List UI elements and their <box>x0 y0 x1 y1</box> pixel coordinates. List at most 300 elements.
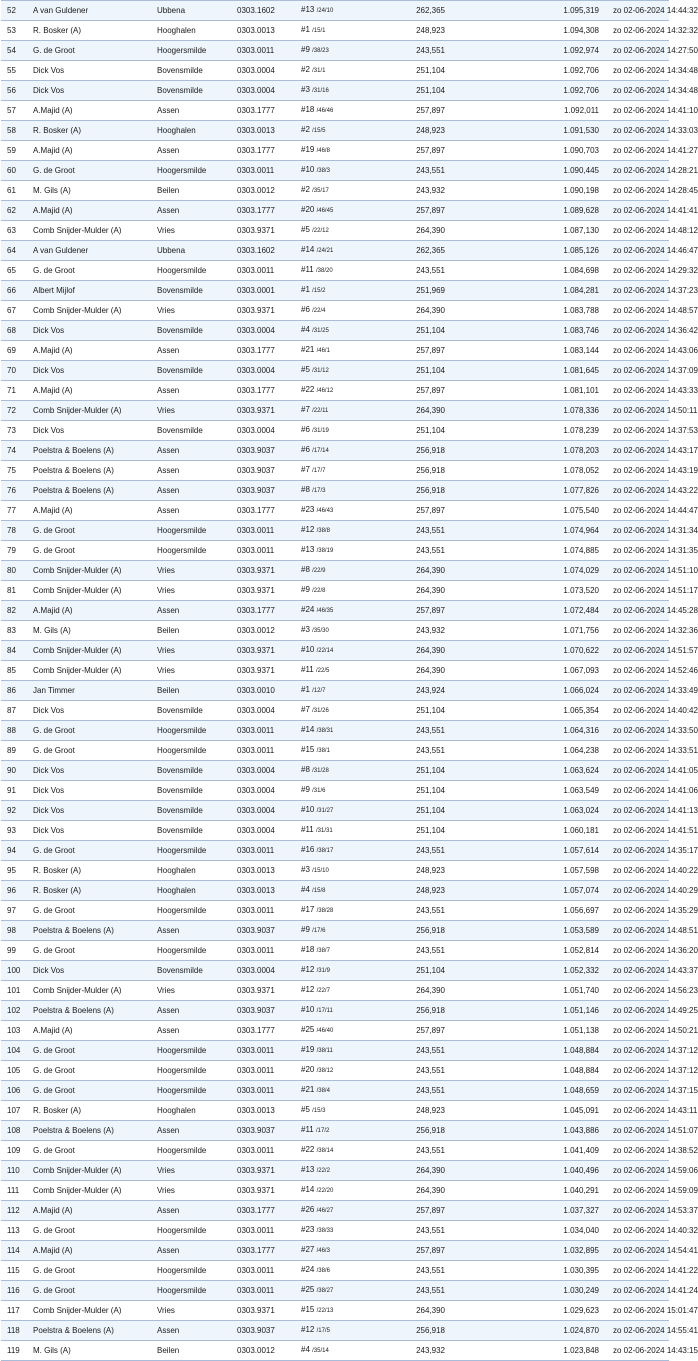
results-body <box>1 1 698 1361</box>
ring-sub: /38/19 <box>316 548 334 554</box>
speed-cell: 1.084,698 <box>445 261 599 281</box>
fancier-name-cell: A.Majid (A) <box>31 101 155 121</box>
arrival-time-cell: zo 02-06-2024 14:40:42 <box>599 701 669 721</box>
distance-cell: 251,104 <box>377 361 445 381</box>
rank-cell: 60 <box>1 161 31 181</box>
table-row <box>1 1181 669 1201</box>
ring-sub: /31/12 <box>312 368 329 374</box>
member-number-cell: 0303.9371 <box>235 401 299 421</box>
ring-cell <box>299 21 377 41</box>
member-number-cell: 0303.0011 <box>235 161 299 181</box>
ring-sub: /35/17 <box>312 188 329 194</box>
speed-cell: 1.087,130 <box>445 221 599 241</box>
place-cell: Vries <box>155 1161 235 1181</box>
fancier-name-cell: Poelstra & Boelens (A) <box>31 1121 155 1141</box>
speed-cell: 1.081,101 <box>445 381 599 401</box>
rank-cell: 116 <box>1 1281 31 1301</box>
speed-cell: 1.041,409 <box>445 1141 599 1161</box>
fancier-name-cell: M. Gils (A) <box>31 621 155 641</box>
ring-sub: /15/10 <box>312 868 329 874</box>
speed-cell: 1.057,074 <box>445 881 599 901</box>
speed-cell: 1.052,332 <box>445 961 599 981</box>
speed-cell: 1.023,848 <box>445 1341 599 1361</box>
fancier-name-cell: R. Bosker (A) <box>31 881 155 901</box>
place-cell: Assen <box>155 921 235 941</box>
arrival-time-cell: zo 02-06-2024 14:41:27 <box>599 141 669 161</box>
table-row <box>1 721 669 741</box>
speed-cell: 1.048,659 <box>445 1081 599 1101</box>
distance-cell: 264,390 <box>377 1161 445 1181</box>
table-row <box>1 61 669 81</box>
rank-cell: 113 <box>1 1221 31 1241</box>
ring-main: #15 <box>301 745 315 754</box>
ring-sub: /17/14 <box>312 448 329 454</box>
speed-cell: 1.051,138 <box>445 1021 599 1041</box>
place-cell: Bovensmilde <box>155 361 235 381</box>
ring-cell <box>299 1201 377 1221</box>
fancier-name-cell: G. de Groot <box>31 1261 155 1281</box>
member-number-cell: 0303.9371 <box>235 1161 299 1181</box>
arrival-time-cell: zo 02-06-2024 14:51:10 <box>599 561 669 581</box>
rank-cell: 55 <box>1 61 31 81</box>
table-row <box>1 761 669 781</box>
speed-cell: 1.070,622 <box>445 641 599 661</box>
member-number-cell: 0303.1777 <box>235 381 299 401</box>
rank-cell: 98 <box>1 921 31 941</box>
fancier-name-cell: G. de Groot <box>31 1281 155 1301</box>
member-number-cell: 0303.9371 <box>235 1181 299 1201</box>
ring-main: #5 <box>301 365 310 374</box>
member-number-cell: 0303.1777 <box>235 1241 299 1261</box>
ring-sub: /46/12 <box>316 388 334 394</box>
rank-cell: 70 <box>1 361 31 381</box>
rank-cell: 102 <box>1 1001 31 1021</box>
arrival-time-cell: zo 02-06-2024 14:35:17 <box>599 841 669 861</box>
arrival-time-cell: zo 02-06-2024 14:44:47 <box>599 501 669 521</box>
arrival-time-cell: zo 02-06-2024 14:50:21 <box>599 1021 669 1041</box>
ring-sub: /15/8 <box>312 888 326 894</box>
place-cell: Vries <box>155 1301 235 1321</box>
member-number-cell: 0303.0013 <box>235 21 299 41</box>
arrival-time-cell: zo 02-06-2024 14:45:28 <box>599 601 669 621</box>
speed-cell: 1.073,520 <box>445 581 599 601</box>
ring-sub: /31/31 <box>316 828 333 834</box>
rank-cell: 110 <box>1 1161 31 1181</box>
table-row <box>1 941 669 961</box>
arrival-time-cell: zo 02-06-2024 14:37:12 <box>599 1061 669 1081</box>
ring-cell <box>299 81 377 101</box>
ring-cell <box>299 1241 377 1261</box>
distance-cell: 251,104 <box>377 961 445 981</box>
rank-cell: 68 <box>1 321 31 341</box>
table-row <box>1 601 669 621</box>
distance-cell: 243,551 <box>377 1261 445 1281</box>
table-row <box>1 141 669 161</box>
member-number-cell: 0303.9371 <box>235 221 299 241</box>
rank-cell: 100 <box>1 961 31 981</box>
ring-sub: /22/7 <box>316 988 330 994</box>
distance-cell: 243,551 <box>377 521 445 541</box>
place-cell: Vries <box>155 221 235 241</box>
arrival-time-cell: zo 02-06-2024 14:48:57 <box>599 301 669 321</box>
ring-main: #21 <box>301 345 315 354</box>
rank-cell: 66 <box>1 281 31 301</box>
arrival-time-cell: zo 02-06-2024 14:43:37 <box>599 961 669 981</box>
ring-main: #2 <box>301 65 310 74</box>
place-cell: Assen <box>155 601 235 621</box>
table-row <box>1 481 669 501</box>
ring-cell <box>299 1261 377 1281</box>
place-cell: Hoogersmilde <box>155 1221 235 1241</box>
fancier-name-cell: G. de Groot <box>31 1081 155 1101</box>
member-number-cell: 0303.0012 <box>235 181 299 201</box>
ring-cell <box>299 901 377 921</box>
ring-main: #12 <box>301 1325 315 1334</box>
table-row <box>1 461 669 481</box>
fancier-name-cell: G. de Groot <box>31 941 155 961</box>
speed-cell: 1.056,697 <box>445 901 599 921</box>
arrival-time-cell: zo 02-06-2024 14:43:19 <box>599 461 669 481</box>
ring-main: #17 <box>301 905 315 914</box>
speed-cell: 1.091,530 <box>445 121 599 141</box>
distance-cell: 257,897 <box>377 341 445 361</box>
place-cell: Bovensmilde <box>155 421 235 441</box>
ring-main: #7 <box>301 465 310 474</box>
arrival-time-cell: zo 02-06-2024 14:43:17 <box>599 441 669 461</box>
distance-cell: 251,104 <box>377 61 445 81</box>
rank-cell: 111 <box>1 1181 31 1201</box>
fancier-name-cell: Comb Snijder-Mulder (A) <box>31 581 155 601</box>
member-number-cell: 0303.9037 <box>235 481 299 501</box>
fancier-name-cell: G. de Groot <box>31 741 155 761</box>
ring-cell <box>299 921 377 941</box>
rank-cell: 71 <box>1 381 31 401</box>
ring-sub: /38/12 <box>316 1068 334 1074</box>
ring-main: #18 <box>301 945 315 954</box>
table-row <box>1 1241 669 1261</box>
member-number-cell: 0303.0011 <box>235 1221 299 1241</box>
ring-cell <box>299 1341 377 1361</box>
distance-cell: 257,897 <box>377 141 445 161</box>
table-row <box>1 681 669 701</box>
fancier-name-cell: G. de Groot <box>31 261 155 281</box>
ring-main: #10 <box>301 165 315 174</box>
place-cell: Hoogersmilde <box>155 1081 235 1101</box>
fancier-name-cell: A.Majid (A) <box>31 141 155 161</box>
speed-cell: 1.045,091 <box>445 1101 599 1121</box>
rank-cell: 77 <box>1 501 31 521</box>
distance-cell: 264,390 <box>377 561 445 581</box>
table-row <box>1 1221 669 1241</box>
table-row <box>1 101 669 121</box>
member-number-cell: 0303.0004 <box>235 81 299 101</box>
distance-cell: 243,551 <box>377 901 445 921</box>
ring-sub: /17/2 <box>316 1128 330 1134</box>
ring-sub: /22/2 <box>316 1168 330 1174</box>
member-number-cell: 0303.9037 <box>235 441 299 461</box>
ring-main: #16 <box>301 845 315 854</box>
ring-sub: /38/1 <box>316 748 330 754</box>
ring-main: #26 <box>301 1205 315 1214</box>
rank-cell: 99 <box>1 941 31 961</box>
table-row <box>1 1261 669 1281</box>
distance-cell: 257,897 <box>377 101 445 121</box>
rank-cell: 53 <box>1 21 31 41</box>
ring-main: #10 <box>301 1005 315 1014</box>
arrival-time-cell: zo 02-06-2024 14:43:33 <box>599 381 669 401</box>
ring-sub: /12/7 <box>312 688 326 694</box>
ring-sub: /46/46 <box>316 108 334 114</box>
table-row <box>1 1301 669 1321</box>
ring-sub: /31/16 <box>312 88 329 94</box>
arrival-time-cell: zo 02-06-2024 14:33:50 <box>599 721 669 741</box>
place-cell: Beilen <box>155 681 235 701</box>
ring-main: #19 <box>301 145 315 154</box>
arrival-time-cell: zo 02-06-2024 14:28:45 <box>599 181 669 201</box>
distance-cell: 243,551 <box>377 1141 445 1161</box>
member-number-cell: 0303.0013 <box>235 861 299 881</box>
rank-cell: 83 <box>1 621 31 641</box>
distance-cell: 243,551 <box>377 1061 445 1081</box>
distance-cell: 264,390 <box>377 581 445 601</box>
arrival-time-cell: zo 02-06-2024 14:27:50 <box>599 41 669 61</box>
ring-main: #22 <box>301 1145 315 1154</box>
rank-cell: 69 <box>1 341 31 361</box>
fancier-name-cell: Poelstra & Boelens (A) <box>31 921 155 941</box>
table-row <box>1 501 669 521</box>
fancier-name-cell: Comb Snijder-Mulder (A) <box>31 641 155 661</box>
arrival-time-cell: zo 02-06-2024 14:37:15 <box>599 1081 669 1101</box>
speed-cell: 1.053,589 <box>445 921 599 941</box>
member-number-cell: 0303.9371 <box>235 1301 299 1321</box>
member-number-cell: 0303.9037 <box>235 1121 299 1141</box>
arrival-time-cell: zo 02-06-2024 14:35:29 <box>599 901 669 921</box>
speed-cell: 1.030,395 <box>445 1261 599 1281</box>
fancier-name-cell: A.Majid (A) <box>31 1241 155 1261</box>
ring-main: #4 <box>301 885 310 894</box>
member-number-cell: 0303.9037 <box>235 1321 299 1341</box>
member-number-cell: 0303.0011 <box>235 721 299 741</box>
rank-cell: 58 <box>1 121 31 141</box>
rank-cell: 52 <box>1 1 31 21</box>
ring-sub: /31/26 <box>312 708 329 714</box>
member-number-cell: 0303.9371 <box>235 641 299 661</box>
distance-cell: 243,551 <box>377 721 445 741</box>
ring-cell <box>299 1 377 21</box>
arrival-time-cell: zo 02-06-2024 14:59:06 <box>599 1161 669 1181</box>
place-cell: Assen <box>155 1201 235 1221</box>
ring-main: #20 <box>301 1065 315 1074</box>
fancier-name-cell: G. de Groot <box>31 721 155 741</box>
table-row <box>1 1321 669 1341</box>
table-row <box>1 841 669 861</box>
ring-main: #19 <box>301 1045 315 1054</box>
place-cell: Bovensmilde <box>155 61 235 81</box>
member-number-cell: 0303.0004 <box>235 821 299 841</box>
table-row <box>1 541 669 561</box>
distance-cell: 262,365 <box>377 1 445 21</box>
fancier-name-cell: Poelstra & Boelens (A) <box>31 441 155 461</box>
rank-cell: 56 <box>1 81 31 101</box>
ring-sub: /46/43 <box>316 508 334 514</box>
arrival-time-cell: zo 02-06-2024 14:43:15 <box>599 1341 669 1361</box>
distance-cell: 251,104 <box>377 421 445 441</box>
ring-sub: /31/25 <box>312 328 329 334</box>
rank-cell: 95 <box>1 861 31 881</box>
ring-sub: /31/9 <box>316 968 330 974</box>
rank-cell: 117 <box>1 1301 31 1321</box>
place-cell: Vries <box>155 561 235 581</box>
ring-cell <box>299 1301 377 1321</box>
ring-sub: /22/4 <box>312 308 326 314</box>
ring-cell <box>299 881 377 901</box>
ring-sub: /31/19 <box>312 428 329 434</box>
ring-cell <box>299 441 377 461</box>
ring-cell <box>299 121 377 141</box>
ring-main: #13 <box>301 5 315 14</box>
member-number-cell: 0303.0013 <box>235 121 299 141</box>
place-cell: Hoogersmilde <box>155 941 235 961</box>
ring-cell <box>299 961 377 981</box>
arrival-time-cell: zo 02-06-2024 14:41:24 <box>599 1281 669 1301</box>
ring-cell <box>299 481 377 501</box>
ring-main: #6 <box>301 425 310 434</box>
arrival-time-cell: zo 02-06-2024 14:32:36 <box>599 621 669 641</box>
ring-sub: /38/7 <box>316 948 330 954</box>
speed-cell: 1.094,308 <box>445 21 599 41</box>
ring-main: #3 <box>301 865 310 874</box>
table-row <box>1 241 669 261</box>
table-row <box>1 221 669 241</box>
member-number-cell: 0303.0011 <box>235 1141 299 1161</box>
place-cell: Vries <box>155 981 235 1001</box>
ring-cell <box>299 981 377 1001</box>
ring-sub: /38/11 <box>316 1048 333 1054</box>
ring-sub: /46/45 <box>316 208 334 214</box>
place-cell: Bovensmilde <box>155 761 235 781</box>
speed-cell: 1.078,239 <box>445 421 599 441</box>
arrival-time-cell: zo 02-06-2024 14:40:22 <box>599 861 669 881</box>
distance-cell: 257,897 <box>377 1021 445 1041</box>
fancier-name-cell: Comb Snijder-Mulder (A) <box>31 1161 155 1181</box>
speed-cell: 1.083,746 <box>445 321 599 341</box>
table-row <box>1 161 669 181</box>
ring-cell <box>299 741 377 761</box>
table-row <box>1 441 669 461</box>
ring-cell <box>299 1061 377 1081</box>
member-number-cell: 0303.9037 <box>235 921 299 941</box>
arrival-time-cell: zo 02-06-2024 14:34:48 <box>599 61 669 81</box>
ring-main: #24 <box>301 605 315 614</box>
place-cell: Beilen <box>155 1341 235 1361</box>
place-cell: Hoogersmilde <box>155 1261 235 1281</box>
ring-main: #5 <box>301 1105 310 1114</box>
table-row <box>1 581 669 601</box>
place-cell: Hoogersmilde <box>155 721 235 741</box>
arrival-time-cell: zo 02-06-2024 14:41:05 <box>599 761 669 781</box>
table-row <box>1 981 669 1001</box>
member-number-cell: 0303.0004 <box>235 781 299 801</box>
ring-sub: /38/23 <box>312 48 329 54</box>
fancier-name-cell: G. de Groot <box>31 521 155 541</box>
speed-cell: 1.043,886 <box>445 1121 599 1141</box>
ring-main: #11 <box>301 825 314 834</box>
distance-cell: 248,923 <box>377 861 445 881</box>
speed-cell: 1.060,181 <box>445 821 599 841</box>
arrival-time-cell: zo 02-06-2024 14:51:17 <box>599 581 669 601</box>
distance-cell: 256,918 <box>377 461 445 481</box>
member-number-cell: 0303.0011 <box>235 1061 299 1081</box>
fancier-name-cell: G. de Groot <box>31 1221 155 1241</box>
arrival-time-cell: zo 02-06-2024 14:43:22 <box>599 481 669 501</box>
distance-cell: 251,104 <box>377 761 445 781</box>
table-row <box>1 921 669 941</box>
place-cell: Hoogersmilde <box>155 901 235 921</box>
speed-cell: 1.051,740 <box>445 981 599 1001</box>
rank-cell: 103 <box>1 1021 31 1041</box>
rank-cell: 97 <box>1 901 31 921</box>
distance-cell: 256,918 <box>377 441 445 461</box>
ring-sub: /24/21 <box>316 248 334 254</box>
ring-main: #11 <box>301 265 314 274</box>
distance-cell: 256,918 <box>377 481 445 501</box>
member-number-cell: 0303.0004 <box>235 701 299 721</box>
ring-cell <box>299 141 377 161</box>
ring-sub: /31/1 <box>312 68 326 74</box>
place-cell: Hooghalen <box>155 121 235 141</box>
arrival-time-cell: zo 02-06-2024 14:33:51 <box>599 741 669 761</box>
rank-cell: 90 <box>1 761 31 781</box>
ring-main: #23 <box>301 1225 315 1234</box>
table-row <box>1 561 669 581</box>
ring-sub: /17/7 <box>312 468 326 474</box>
distance-cell: 264,390 <box>377 661 445 681</box>
place-cell: Ubbena <box>155 241 235 261</box>
rank-cell: 75 <box>1 461 31 481</box>
ring-sub: /15/1 <box>312 28 326 34</box>
ring-cell <box>299 1181 377 1201</box>
speed-cell: 1.074,964 <box>445 521 599 541</box>
place-cell: Hoogersmilde <box>155 741 235 761</box>
place-cell: Hoogersmilde <box>155 1061 235 1081</box>
arrival-time-cell: zo 02-06-2024 14:43:06 <box>599 341 669 361</box>
distance-cell: 243,551 <box>377 541 445 561</box>
fancier-name-cell: G. de Groot <box>31 41 155 61</box>
table-row <box>1 321 669 341</box>
ring-cell <box>299 1281 377 1301</box>
place-cell: Assen <box>155 341 235 361</box>
table-row <box>1 661 669 681</box>
fancier-name-cell: A.Majid (A) <box>31 201 155 221</box>
table-row <box>1 1041 669 1061</box>
distance-cell: 264,390 <box>377 641 445 661</box>
fancier-name-cell: R. Bosker (A) <box>31 121 155 141</box>
ring-sub: /38/33 <box>316 1228 334 1234</box>
place-cell: Vries <box>155 1181 235 1201</box>
arrival-time-cell: zo 02-06-2024 14:52:46 <box>599 661 669 681</box>
place-cell: Bovensmilde <box>155 961 235 981</box>
arrival-time-cell: zo 02-06-2024 14:29:32 <box>599 261 669 281</box>
speed-cell: 1.063,549 <box>445 781 599 801</box>
ring-main: #4 <box>301 325 310 334</box>
ring-main: #4 <box>301 1345 310 1354</box>
ring-cell <box>299 241 377 261</box>
speed-cell: 1.052,814 <box>445 941 599 961</box>
ring-cell <box>299 1081 377 1101</box>
ring-cell <box>299 501 377 521</box>
member-number-cell: 0303.9037 <box>235 1001 299 1021</box>
speed-cell: 1.072,484 <box>445 601 599 621</box>
